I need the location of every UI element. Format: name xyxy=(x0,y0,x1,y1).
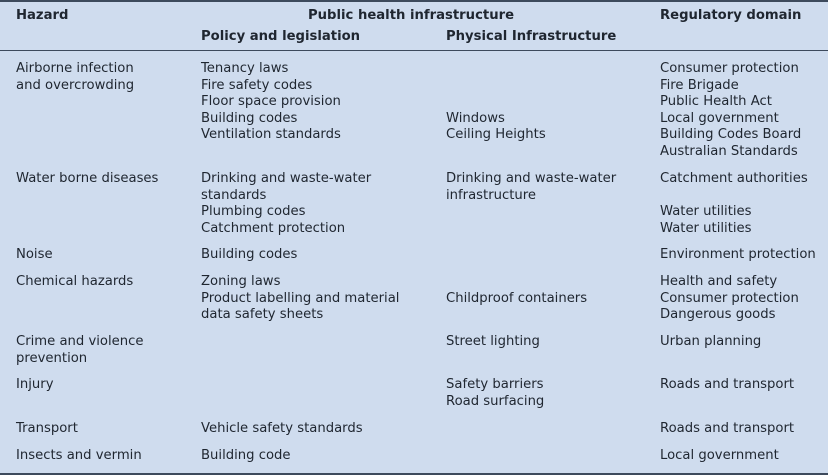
cell-line: Crime and violence xyxy=(16,334,144,349)
table-top-rule xyxy=(0,0,828,2)
cell-line: Plumbing codes xyxy=(201,204,306,220)
regulatory-cell xyxy=(660,171,828,237)
cell-line: Building Codes Board xyxy=(660,127,802,143)
hazard-cell xyxy=(16,448,191,465)
header-physical-infrastructure: Physical Infrastructure xyxy=(446,29,617,44)
physical-cell xyxy=(446,334,651,351)
cell-line: Building codes xyxy=(201,247,298,262)
header-hazard: Hazard xyxy=(16,8,69,23)
hazard-cell xyxy=(16,247,191,264)
regulatory-cell xyxy=(660,274,828,324)
cell-line: Zoning laws xyxy=(201,274,281,289)
header-policy-and-legislation: Policy and legislation xyxy=(201,29,361,44)
physical-cell xyxy=(446,377,651,410)
cell-line: Building codes xyxy=(201,110,298,126)
hazard-cell xyxy=(16,377,191,394)
cell-line: Public Health Act xyxy=(660,94,772,110)
regulatory-cell xyxy=(660,247,828,264)
cell-line: Local government xyxy=(660,448,779,463)
cell-line: Water borne diseases xyxy=(16,171,159,186)
cell-line: Water utilities xyxy=(660,220,752,236)
regulatory-cell xyxy=(660,377,828,394)
cell-line: Roads and transport xyxy=(660,421,795,436)
cell-line: Windows xyxy=(446,110,505,126)
cell-line: Health and safety xyxy=(660,274,778,289)
cell-line: Vehicle safety standards xyxy=(201,421,363,436)
cell-line: standards xyxy=(201,187,267,203)
policy-cell xyxy=(201,247,436,264)
regulatory-cell xyxy=(660,61,828,161)
regulatory-cell xyxy=(660,421,828,438)
cell-line: prevention xyxy=(16,350,88,366)
cell-line: Consumer protection xyxy=(660,290,799,306)
cell-line: Catchment authorities xyxy=(660,171,808,186)
cell-line: Injury xyxy=(16,377,54,392)
cell-line: Roads and transport xyxy=(660,377,795,392)
cell-line: Insects and vermin xyxy=(16,448,142,463)
header-public-health-infrastructure: Public health infrastructure xyxy=(308,8,515,23)
cell-line: Australian Standards xyxy=(660,143,798,159)
cell-line: Dangerous goods xyxy=(660,307,776,323)
cell-line: Fire Brigade xyxy=(660,77,739,93)
cell-line: Product labelling and material xyxy=(201,290,400,306)
cell-line: Noise xyxy=(16,247,53,262)
regulatory-cell xyxy=(660,334,828,351)
cell-line: infrastructure xyxy=(446,187,537,203)
cell-line: Transport xyxy=(16,421,78,436)
cell-line: Fire safety codes xyxy=(201,77,313,93)
cell-line: data safety sheets xyxy=(201,307,324,323)
cell-line: Drinking and waste-water xyxy=(446,171,617,186)
hazard-cell xyxy=(16,61,191,94)
policy-cell xyxy=(201,61,436,144)
cell-line: and overcrowding xyxy=(16,77,135,93)
hazard-cell xyxy=(16,274,191,291)
hazard-cell xyxy=(16,334,191,367)
cell-line: Building code xyxy=(201,448,291,463)
cell-line: Urban planning xyxy=(660,334,762,349)
policy-cell xyxy=(201,171,436,237)
policy-cell xyxy=(201,421,436,438)
cell-line: Ventilation standards xyxy=(201,127,341,143)
cell-line: Road surfacing xyxy=(446,393,545,409)
physical-cell xyxy=(446,61,651,144)
physical-cell xyxy=(446,171,651,204)
cell-line: Drinking and waste-water xyxy=(201,171,372,186)
cell-line: Catchment protection xyxy=(201,220,346,236)
hazard-cell xyxy=(16,421,191,438)
cell-line: Floor space provision xyxy=(201,94,341,110)
cell-line: Local government xyxy=(660,110,779,126)
cell-line: Chemical hazards xyxy=(16,274,134,289)
cell-line: Environment protection xyxy=(660,247,816,262)
header-regulatory-domain: Regulatory domain xyxy=(660,8,802,23)
hazard-cell xyxy=(16,171,191,188)
physical-cell xyxy=(446,274,651,307)
policy-cell xyxy=(201,274,436,324)
policy-cell xyxy=(201,448,436,465)
cell-line: Tenancy laws xyxy=(201,61,289,76)
regulatory-cell xyxy=(660,448,828,465)
cell-line: Childproof containers xyxy=(446,290,588,306)
cell-line: Consumer protection xyxy=(660,61,799,76)
header-rule xyxy=(0,50,828,51)
cell-line: Water utilities xyxy=(660,204,752,220)
cell-line: Safety barriers xyxy=(446,377,544,392)
cell-line: Street lighting xyxy=(446,334,540,349)
cell-line: Airborne infection xyxy=(16,61,134,76)
cell-line: Ceiling Heights xyxy=(446,127,546,143)
